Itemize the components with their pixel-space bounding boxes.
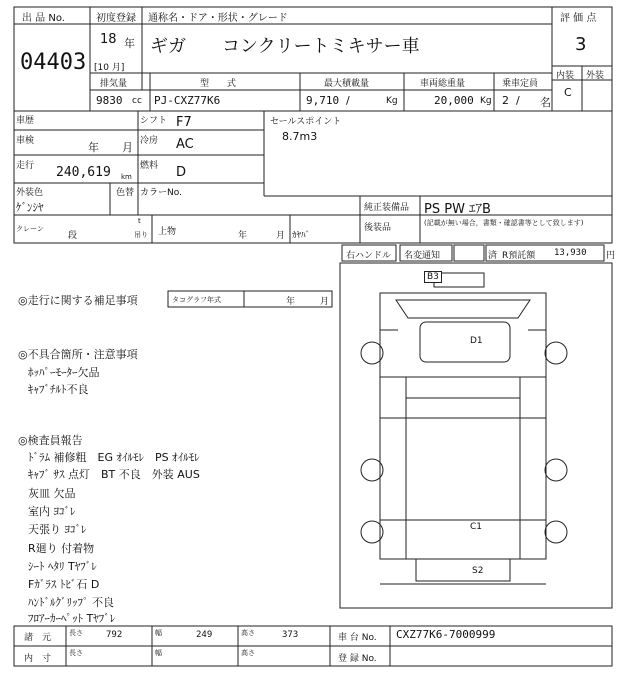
history-label: 車歴 [16,116,35,126]
interior-grade: C [564,86,572,99]
max-load-label: 最大積載量 [324,79,370,89]
fuel-label: 燃料 [140,161,159,171]
capacity-sep: / [516,94,520,107]
after-note: (記載が無い場合，書類・確認書等として致します) [424,219,584,227]
right-hand-flag: 右ハンドル [346,251,392,261]
inspector-title: ◎検査員報告 [18,434,83,447]
recycle-unit: 円 [606,251,616,261]
exterior-label: 外装 [586,71,605,81]
color-swatch-label: 色替 [116,188,135,198]
inspector-item: ﾊﾝﾄﾞﾙｸﾞﾘｯﾌﾟ 不良 [28,596,114,609]
color-no-label: カラーNo. [140,188,182,198]
interior-label: 内装 [556,71,575,81]
model: PJ-CXZ77K6 [154,94,221,107]
int-width-label: 幅 [155,649,162,657]
crane-hang: 吊り [134,231,148,239]
defects-title: ◎不具合箇所・注意事項 [18,348,138,361]
color-label: 外装色 [16,188,44,198]
inspection-month: 月 [122,141,133,154]
name-change-flag: 名変通知 [404,251,441,261]
driving-notes-title: ◎走行に関する補足事項 [18,294,138,307]
gross-weight-unit: Kg [480,96,492,106]
height-value: 373 [282,630,299,640]
shift-label: シフト [140,116,168,126]
defect-item: ﾎｯﾊﾟｰﾓｰﾀｰ欠品 [28,366,100,379]
tacho-label: タコグラフ年式 [172,296,221,304]
tacho-month: 月 [320,297,330,307]
body-type: コンクリートミキサー車 [222,36,420,57]
equipment: PS PW ｴｱB [424,202,491,217]
reg-year: 18 [100,32,117,47]
width-value: 249 [196,630,213,640]
inspector-item: 灰皿 欠品 [28,487,76,500]
chassis-label: 車 台 No. [338,633,377,643]
sales-point-label: セールスポイント [270,117,342,127]
equipment-label: 純正装備品 [364,203,410,213]
diagram-mark-b3: B3 [424,271,442,283]
reg-no-label: 登 録 No. [338,654,377,664]
diagram-mark-d1: D1 [470,336,483,346]
chassis-number: CXZ77K6-7000999 [396,628,496,641]
inspector-item: R廻り 付着物 [28,542,95,555]
reg-year-unit: 年 [124,37,135,50]
crane-ton: t [138,217,141,225]
mileage-label: 走行 [16,161,35,171]
int-length-label: 長さ [69,649,83,657]
max-load: 9,710 [306,94,340,107]
tacho-year: 年 [286,297,296,307]
inspection-year: 年 [88,141,99,154]
inspector-item: Fｶﾞﾗｽ ﾄﾋﾞ石 D [28,578,100,591]
length-value: 792 [106,630,123,640]
inspection-label: 車検 [16,136,35,146]
capacity: 2 [502,94,509,107]
color: ｹﾞﾝｼﾔ [16,201,44,214]
recycle-amount: 13,930 [554,248,587,258]
inspector-item: ﾄﾞﾗﾑ 補修粗 EG ｵｲﾙﾓﾚ PS ｵｲﾙﾓﾚ [28,451,200,464]
crane-up-label: 上物 [158,227,177,237]
truck-diagram [361,273,567,584]
defect-item: ｷｬﾌﾞﾁﾙﾄ不良 [28,383,89,396]
diagram-mark-s2: S2 [472,566,484,576]
gross-weight-label: 車両総重量 [420,79,466,89]
max-load-sep: / [346,94,350,107]
max-load-unit: Kg [386,96,398,106]
inspector-item: ｷｬﾌﾞ ｻｽ 点灯 BT 不良 外装 AUS [28,468,200,481]
recycle-done: 済 [488,251,498,261]
inspector-item: ﾌﾛｱｰｶｰﾍﾟｯﾄ Tﾔﾌﾞﾚ [28,612,116,625]
car-name: ギガ [150,36,186,57]
capacity-unit: 名 [540,96,551,109]
inspector-item: 天張り ﾖｺﾞﾚ [28,523,87,536]
crane-year: 年 [238,231,248,241]
grade-label: 通称名・ドア・形状・グレード [148,13,288,24]
interior-dims-label: 内 寸 [24,654,52,664]
crane-step: 段 [68,231,78,241]
displacement: 9830 [96,94,123,107]
lot-no-label: 出 品 No. [22,13,65,24]
gross-weight: 20,000 [434,94,474,107]
lot-number: 04403 [20,50,87,75]
fuel: D [176,165,187,180]
capacity-label: 乗車定員 [502,79,539,89]
eval-score: 3 [575,34,587,55]
height-label: 高さ [241,629,255,637]
recycle-deposit-label: R預託額 [502,251,536,261]
ac: AC [176,137,194,152]
width-label: 幅 [155,629,162,637]
eval-label: 評 価 点 [560,13,597,24]
length-label: 長さ [69,629,83,637]
reg-month: [10 月] [94,63,125,73]
inspector-item: 室内 ﾖｺﾞﾚ [28,505,76,518]
ac-label: 冷房 [140,136,159,146]
shift: F7 [176,115,192,130]
after-label: 後装品 [364,223,392,233]
displacement-label: 排気量 [100,79,128,89]
inspector-item: ｼｰﾄ ﾍﾀﾘ Tﾔﾌﾞﾚ [28,560,97,573]
first-reg-label: 初度登録 [96,13,136,24]
sales-point: 8.7m3 [282,130,318,143]
dims-label: 諸 元 [24,633,52,643]
displacement-unit: cc [132,96,142,106]
crane-label: クレーン [16,225,44,233]
mileage-unit: km [121,173,132,181]
mileage: 240,619 [56,165,111,180]
int-height-label: 高さ [241,649,255,657]
crane-maker: ｶﾔﾊﾞ [292,231,311,241]
model-label: 型 式 [200,79,237,89]
crane-month: 月 [276,231,286,241]
diagram-mark-c1: C1 [470,522,483,532]
